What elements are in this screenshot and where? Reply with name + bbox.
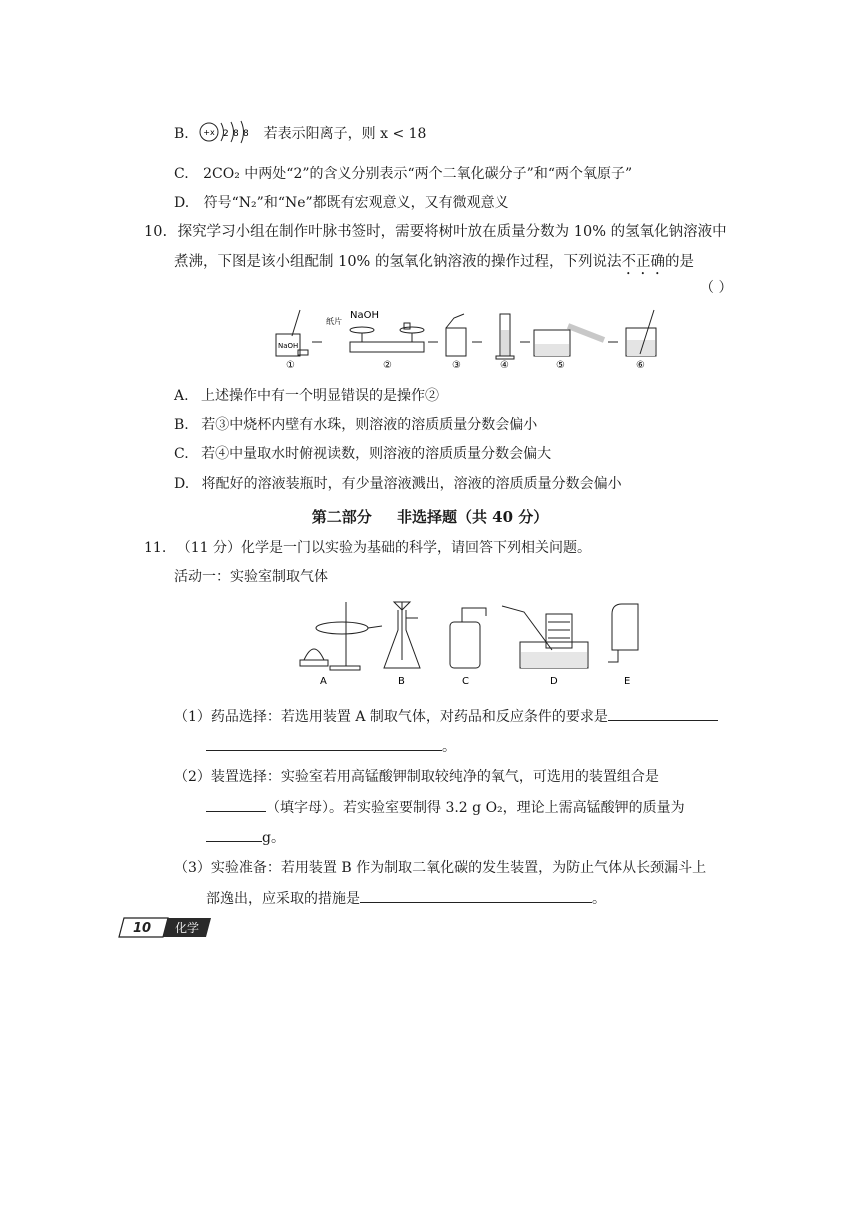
apparatus-label-d: D xyxy=(550,676,558,687)
q10-number: 10. xyxy=(144,224,168,240)
apparatus-c-bottle xyxy=(450,608,486,687)
section-heading xyxy=(0,506,860,527)
q9-option-b xyxy=(174,122,426,146)
q10-option-d-text: 将配好的溶液装瓶时，有少量溶液溅出，溶液的溶质质量分数会偏小 xyxy=(201,476,622,492)
q11-stem-text: （11 分）化学是一门以实验为基础的科学，请回答下列相关问题。 xyxy=(176,540,591,556)
q11-sub3-text: （3）实验准备：若用装置 B 作为制取二氧化碳的发生装置，为防止气体从长颈漏斗上 xyxy=(174,860,707,876)
atom-shell-1: 2 xyxy=(223,129,229,139)
q9-option-b-label: B. xyxy=(174,126,189,142)
q10-option-d-label: D. xyxy=(174,476,190,492)
page-footer-tab xyxy=(118,917,212,938)
q10-option-c-label: C. xyxy=(174,446,189,462)
step-label-1: ① xyxy=(286,360,295,371)
atom-shell-2: 8 xyxy=(233,129,239,139)
q9-option-d-label: D. xyxy=(174,195,190,211)
atom-structure-diagram xyxy=(197,120,257,144)
atom-shell-3: 8 xyxy=(243,129,249,139)
q11-stem xyxy=(144,538,591,558)
q10-option-b-label: B. xyxy=(174,417,189,433)
apparatus-a-heating-tube xyxy=(300,602,382,687)
q11-apparatus-figure xyxy=(290,598,660,690)
naoh-reagent-bottle xyxy=(276,310,308,356)
balance-naoh-label: NaOH xyxy=(350,310,379,321)
step-label-4: ④ xyxy=(500,360,509,371)
q11-sub3 xyxy=(174,858,706,878)
apparatus-e-collector xyxy=(608,604,638,687)
q10-option-c xyxy=(174,444,551,464)
q11-number: 11. xyxy=(144,540,167,556)
q10-stem-emphasis xyxy=(621,254,665,270)
q10-option-b-text: 若③中烧杯内壁有水珠，则溶液的溶质质量分数会偏小 xyxy=(201,417,538,433)
q10-procedure-figure xyxy=(268,306,668,374)
q9-option-c-text: 2CO₂ 中两处“2”的含义分别表示“两个二氧化碳分子”和“两个氧原子” xyxy=(203,166,633,182)
q9-option-c xyxy=(174,164,632,184)
q10-option-a xyxy=(174,386,439,406)
q10-answer-paren: （ ） xyxy=(700,280,733,296)
apparatus-label-c: C xyxy=(462,676,469,687)
q11-sub3-end: 。 xyxy=(592,891,606,907)
apparatus-label-b: B xyxy=(398,676,405,687)
bottle-label: NaOH xyxy=(278,342,299,350)
q10-stem-2a: 煮沸，下图是该小组配制 10% 的氢氧化钠溶液的操作过程，下列说法 xyxy=(174,254,622,270)
q11-sub2-unit: g。 xyxy=(262,830,285,846)
step-label-5: ⑤ xyxy=(556,360,565,371)
q11-sub1-end: 。 xyxy=(442,739,456,755)
apparatus-label-e: E xyxy=(624,676,631,687)
q11-sub2-blank-2[interactable] xyxy=(206,827,262,842)
step-label-2: ② xyxy=(383,360,392,371)
q10-stem-2b: 的是 xyxy=(664,254,694,270)
q10-option-c-text: 若④中量取水时俯视读数，则溶液的溶质质量分数会偏大 xyxy=(201,446,552,462)
q10-stem-1: 探究学习小组在制作叶脉书签时，需要将树叶放在质量分数为 10% 的氢氧化钠溶液中 xyxy=(177,224,727,240)
q11-sub2-cont xyxy=(206,797,685,818)
paper-label: 纸片 xyxy=(326,317,342,326)
apparatus-b-flask xyxy=(384,602,420,687)
q11-sub2-cont-2 xyxy=(206,827,285,848)
q9-option-d-text: 符号“N₂”和“Ne”都既有宏观意义，又有微观意义 xyxy=(203,195,509,211)
q11-sub1-text: （1）药品选择：若选用装置 A 制取气体，对药品和反应条件的要求是 xyxy=(174,709,608,725)
apparatus-label-a: A xyxy=(320,676,327,687)
q11-sub2-text: （2）装置选择：实验室若用高锰酸钾制取较纯净的氧气，可选用的装置组合是 xyxy=(174,769,659,785)
balance-scale xyxy=(350,310,424,352)
q11-sub2 xyxy=(174,767,659,787)
stirring-beaker xyxy=(626,310,656,356)
q11-activity: 活动一：实验室制取气体 xyxy=(174,569,328,585)
pouring-water xyxy=(534,326,604,356)
page-subject: 化学 xyxy=(174,921,200,935)
q11-sub3-cont xyxy=(206,888,606,909)
section-title: 非选择题（共 40 分） xyxy=(396,508,549,526)
q10-stem-line-2 xyxy=(174,252,694,278)
page-number: 10 xyxy=(132,921,152,936)
q9-option-c-label: C. xyxy=(174,166,189,182)
q10-option-b xyxy=(174,415,537,435)
q11-sub3-text-b: 部逸出，应采取的措施是 xyxy=(206,891,360,907)
q9-option-b-text: 若表示阳离子，则 x < 18 xyxy=(263,126,427,142)
apparatus-d-water-trough xyxy=(502,606,588,687)
q11-sub1-blank-1[interactable] xyxy=(608,706,718,721)
q11-sub1-cont xyxy=(206,736,456,757)
step-label-3: ③ xyxy=(452,360,461,371)
q11-sub2-blank-1[interactable] xyxy=(206,797,266,812)
beaker-with-solid xyxy=(446,314,466,356)
q10-option-d xyxy=(174,474,622,494)
q11-sub2-text-b: （填字母）。若实验室要制得 3.2 g O₂，理论上需高锰酸钾的质量为 xyxy=(266,800,685,816)
step-label-6: ⑥ xyxy=(636,360,645,371)
atom-nucleus-label: +x xyxy=(203,128,215,137)
q10-option-a-label: A. xyxy=(174,388,189,404)
q11-sub3-blank[interactable] xyxy=(360,888,592,903)
q11-sub1 xyxy=(174,706,718,727)
section-part: 第二部分 xyxy=(311,508,372,526)
q10-option-a-text: 上述操作中有一个明显错误的是操作② xyxy=(201,388,440,404)
q10-stem-dotted: 不正确 xyxy=(621,254,665,270)
graduated-cylinder xyxy=(496,314,514,359)
q11-sub1-blank-2[interactable] xyxy=(206,736,442,751)
q9-option-d xyxy=(174,193,509,213)
q10-stem-line-1 xyxy=(144,222,727,242)
